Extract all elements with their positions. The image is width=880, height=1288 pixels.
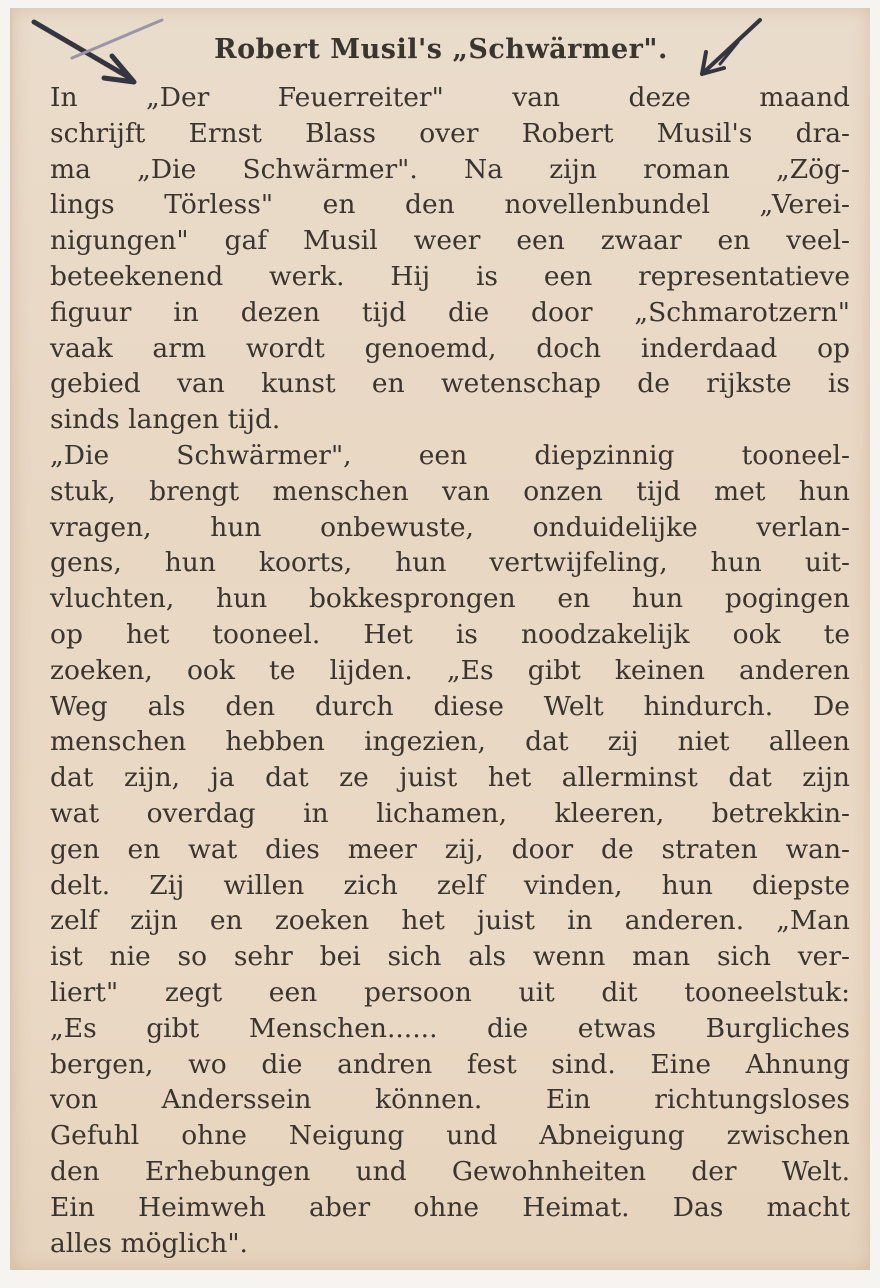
text-line: wat overdag in lichamen, kleeren, betrekkin-	[50, 797, 850, 829]
text-line: „Es gibt Menschen...... die etwas Burgliches	[50, 1012, 850, 1044]
text-line: op het tooneel. Het is noodzakelijk ook te	[50, 618, 850, 650]
text-line: gens, hun koorts, hun vertwijfeling, hun uit-	[50, 547, 850, 579]
text-line: zoeken, ook te lijden. „Es gibt keinen anderen	[50, 654, 850, 686]
text-line: von Anderssein können. Ein richtungsloses	[50, 1084, 850, 1116]
text-line: Ein Heimweh aber ohne Heimat. Das macht	[50, 1191, 850, 1223]
text-line: menschen hebben ingezien, dat zij niet alleen	[50, 726, 850, 758]
text-line: vragen, hun onbewuste, onduidelijke verlan-	[50, 511, 850, 543]
article-headline: Robert Musil's „Schwärmer".	[214, 34, 668, 65]
article-body	[50, 80, 850, 1261]
text-line: dat zijn, ja dat ze juist het allerminst dat zijn	[50, 762, 850, 794]
text-line: alles möglich".	[50, 1227, 248, 1259]
text-line: figuur in dezen tijd die door „Schmarotzern"	[50, 296, 850, 328]
text-line: bergen, wo die andren fest sind. Eine Ahnung	[50, 1048, 850, 1080]
text-line: den Erhebungen und Gewohnheiten der Welt.	[50, 1155, 850, 1187]
text-line: delt. Zij willen zich zelf vinden, hun diepste	[50, 869, 850, 901]
text-line: ma „Die Schwärmer". Na zijn roman „Zög-	[50, 153, 850, 185]
text-line: Gefuhl ohne Neigung und Abneigung zwischen	[50, 1120, 850, 1152]
text-line: lings Törless" en den novellenbundel „Verei-	[50, 189, 850, 221]
text-line: nigungen" gaf Musil weer een zwaar en veel-	[50, 225, 850, 257]
text-line: beteekenend werk. Hij is een representatieve	[50, 260, 850, 292]
text-line: vluchten, hun bokkesprongen en hun pogingen	[50, 583, 850, 615]
text-line: gen en wat dies meer zij, door de straten wan-	[50, 833, 850, 865]
text-line: stuk, brengt menschen van onzen tijd met hun	[50, 475, 850, 507]
text-line: vaak arm wordt genoemd, doch inderdaad op	[50, 332, 850, 364]
text-line: schrijft Ernst Blass over Robert Musil's dra-	[50, 117, 850, 149]
text-line: gebied van kunst en wetenschap de rijkste is	[50, 368, 850, 400]
text-line: liert" zegt een persoon uit dit tooneelstuk:	[50, 976, 850, 1008]
newspaper-clipping	[10, 8, 870, 1270]
text-line: ist nie so sehr bei sich als wenn man sich ver-	[50, 941, 850, 973]
text-line: zelf zijn en zoeken het juist in anderen. „Man	[50, 905, 850, 937]
text-line: sinds langen tijd.	[50, 404, 281, 436]
text-line: In „Der Feuerreiter" van deze maand	[50, 82, 850, 113]
text-line: „Die Schwärmer", een diepzinnig tooneel-	[50, 439, 850, 471]
text-line: Weg als den durch diese Welt hindurch. De	[50, 690, 850, 722]
